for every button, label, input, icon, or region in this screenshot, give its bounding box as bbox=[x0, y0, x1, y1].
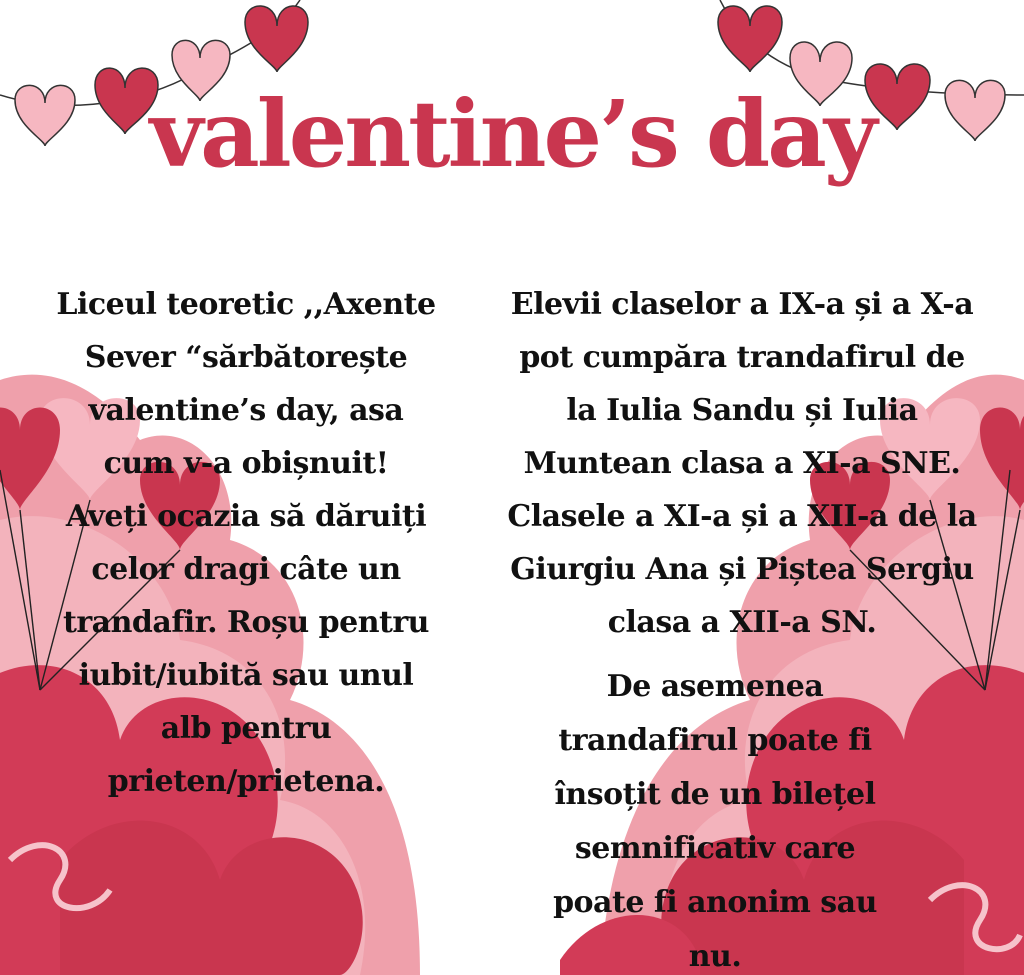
poster-title: valentine’s day bbox=[149, 80, 875, 188]
right-line-2: nu. bbox=[688, 939, 742, 974]
right-line-2: semnificativ care bbox=[574, 831, 856, 866]
left-line: Sever “sărbătorește bbox=[84, 340, 408, 375]
right-line: Clasele a XI-a și a XII-a de la bbox=[507, 499, 977, 534]
left-line: valentine’s day, asa bbox=[88, 393, 404, 428]
left-line: alb pentru bbox=[160, 711, 332, 746]
left-line: cum v-a obișnuit! bbox=[103, 446, 389, 481]
left-line: trandafir. Roșu pentru bbox=[62, 605, 429, 640]
left-line: Aveți ocazia să dăruiți bbox=[65, 499, 427, 534]
right-line: Giurgiu Ana și Piștea Sergiu bbox=[510, 552, 974, 587]
right-line-2: însoțit de un bilețel bbox=[554, 777, 876, 812]
right-text-column bbox=[486, 278, 998, 649]
left-text-column bbox=[30, 278, 462, 808]
right-line: Elevii claselor a IX-a și a X-a bbox=[510, 287, 974, 322]
right-line: Muntean clasa a XI-a SNE. bbox=[523, 446, 961, 481]
left-line: iubit/iubită sau unul bbox=[78, 658, 414, 693]
left-line: prieten/prietena. bbox=[107, 764, 385, 799]
right-line: la Iulia Sandu și Iulia bbox=[566, 393, 918, 428]
right-line: pot cumpăra trandafirul de bbox=[519, 340, 965, 375]
left-line: Liceul teoretic ,,Axente bbox=[56, 287, 436, 322]
right-line-2: poate fi anonim sau bbox=[553, 885, 877, 920]
right-line-2: trandafirul poate fi bbox=[558, 723, 872, 758]
right-line: clasa a XII-a SN. bbox=[607, 605, 877, 640]
right-text-column-2 bbox=[500, 660, 930, 975]
right-line-2: De asemenea bbox=[606, 669, 824, 704]
left-line: celor dragi câte un bbox=[91, 552, 401, 587]
